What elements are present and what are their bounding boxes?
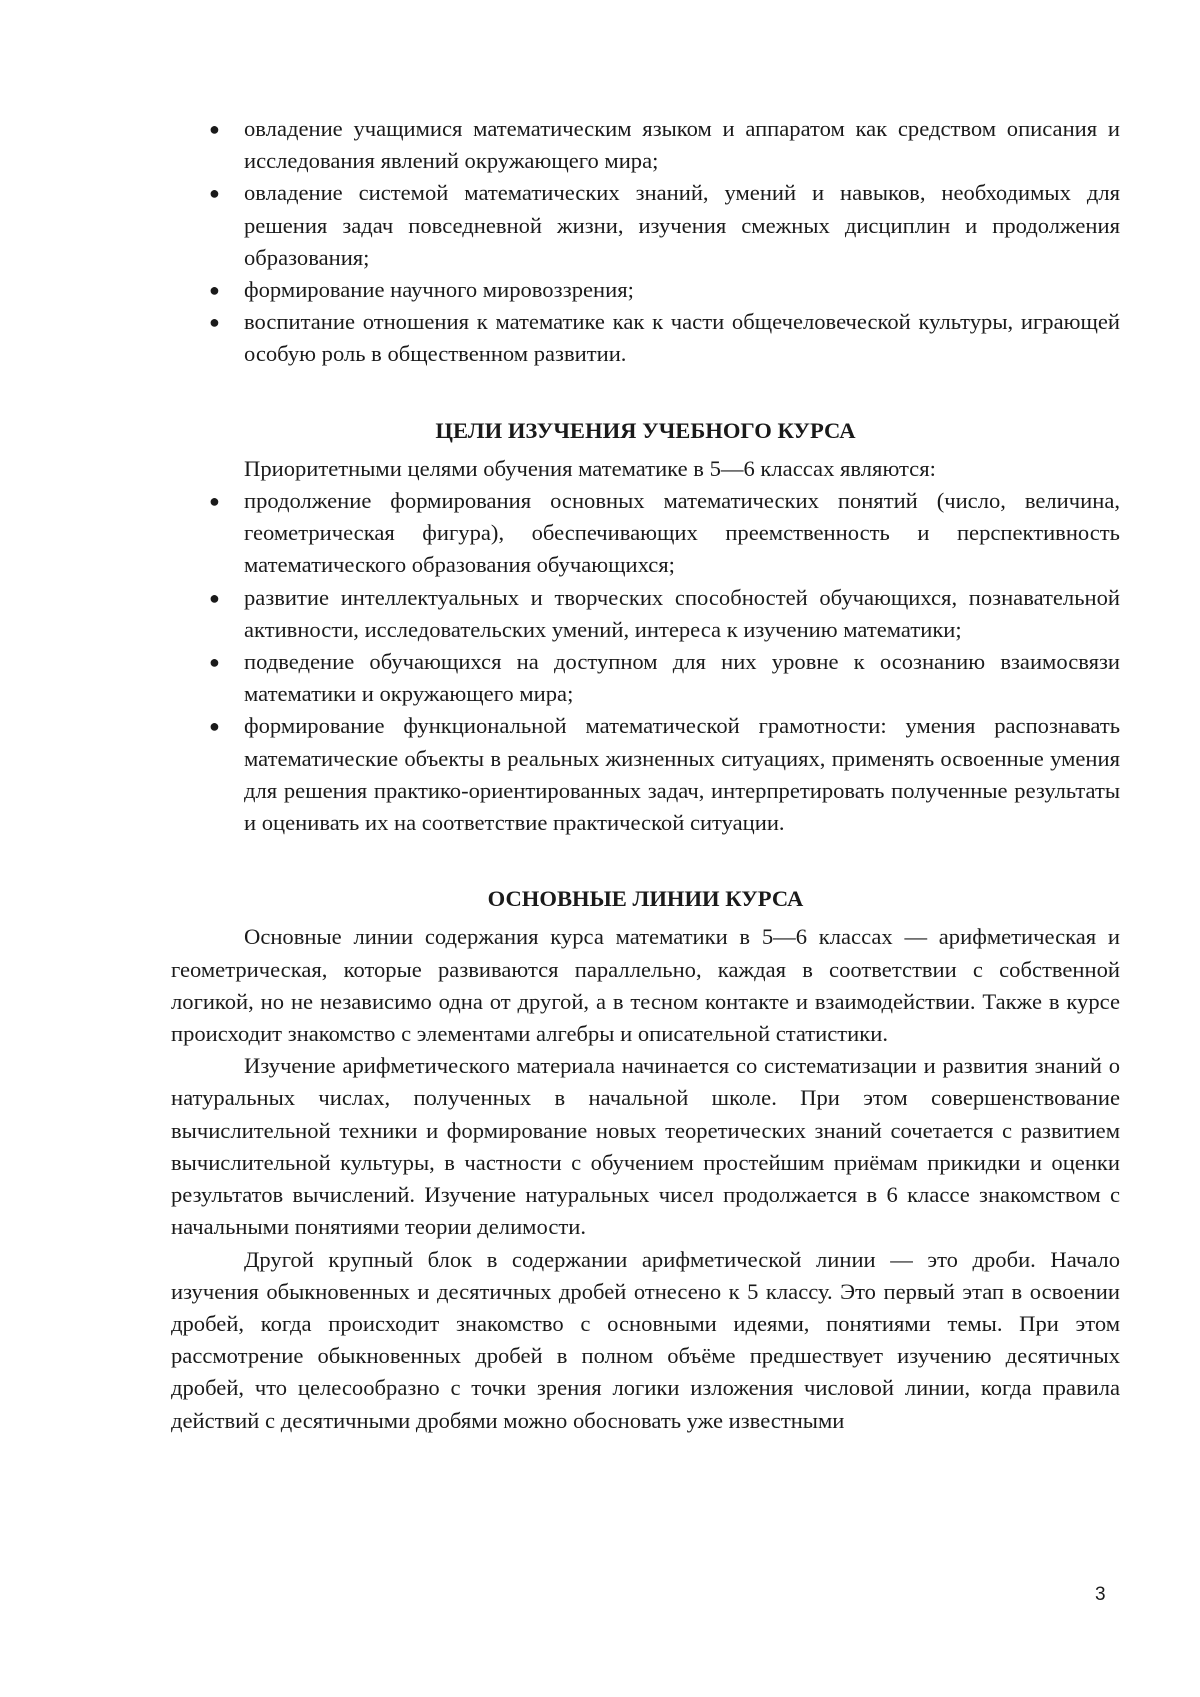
list-item: ● формирование научного мировоззрения; <box>171 274 1120 306</box>
list-item: ● воспитание отношения к математике как к части общечеловеческой культуры, играющей особую роль в общественном развитии. <box>171 306 1120 370</box>
section-heading-goals: ЦЕЛИ ИЗУЧЕНИЯ УЧЕБНОГО КУРСА <box>435 417 856 443</box>
list-item: ● подведение обучающихся на доступном для них уровне к осознанию взаимосвязи математики и окружающего мира; <box>171 646 1120 710</box>
section-heading-lines: ОСНОВНЫЕ ЛИНИИ КУРСА <box>487 886 804 912</box>
bullet-icon: ● <box>209 491 220 512</box>
page-number: 3 <box>1095 1584 1106 1605</box>
bullet-icon: ● <box>209 183 220 204</box>
priority-goals-list <box>171 485 1120 839</box>
paragraph: Другой крупный блок в содержании арифметической линии — это дроби. Начало изучения обыкновенных и десятичных дробей отнесено к 5 классу. Это первый этап в освоении дробей, когда происходит знакомство с основными идеями, понятиями темы. При этом рассмотрение обыкновенных дробей в полном объёме предшествует изучению десятичных дробей, что целесообразно с точки зрения логики изложения числовой линии, когда правила действий с десятичными дробями можно обосновать уже известными <box>171 1246 1120 1433</box>
list-item: ● развитие интеллектуальных и творческих способностей обучающихся, познавательной активности, исследовательских умений, интереса к изучению математики; <box>171 582 1120 646</box>
list-item: ● формирование функциональной математической грамотности: умения распознавать математические объекты в реальных жизненных ситуациях, применять освоенные умения для решения практико-ориентированных задач, интерпретировать полученные результаты и оценивать их на соответствие практической ситуации. <box>171 710 1120 839</box>
section-intro: Приоритетными целями обучения математике в 5—6 классах являются: <box>244 455 936 481</box>
list-item: ● овладение системой математических знаний, умений и навыков, необходимых для решения задач повседневной жизни, изучения смежных дисциплин и продолжения образования; <box>171 177 1120 274</box>
bullet-icon: ● <box>209 280 220 301</box>
paragraph: Изучение арифметического материала начинается со систематизации и развития знаний о натуральных числах, полученных в начальной школе. При этом совершенствование вычислительной техники и формирование новых теоретических знаний сочетается с развитием вычислительной культуры, в частности с обучением простейшим приёмам прикидки и оценки результатов вычислений. Изучение натуральных чисел продолжается в 6 классе знакомством с начальными понятиями теории делимости. <box>171 1053 1120 1240</box>
list-item: ● продолжение формирования основных математических понятий (число, величина, геометрическая фигура), обеспечивающих преемственность и перспективность математического образования обучающихся; <box>171 485 1120 582</box>
bullet-icon: ● <box>209 119 220 139</box>
bullet-icon: ● <box>209 652 220 673</box>
list-item: ● овладение учащимися математическим языком и аппаратом как средством описания и исследования явлений окружающего мира; <box>171 113 1120 177</box>
goals-list <box>171 113 1120 371</box>
bullet-icon: ● <box>209 312 220 333</box>
bullet-icon: ● <box>209 716 220 737</box>
bullet-icon: ● <box>209 587 220 608</box>
paragraph: Основные линии содержания курса математики в 5—6 классах — арифметическая и геометрическая, которые развиваются параллельно, каждая в соответствии с собственной логикой, но не независимо одна от другой, а в тесном контакте и взаимодействии. Также в курсе происходит знакомство с элементами алгебры и описательной статистики. <box>171 924 1120 1047</box>
document-page <box>171 113 1120 1437</box>
